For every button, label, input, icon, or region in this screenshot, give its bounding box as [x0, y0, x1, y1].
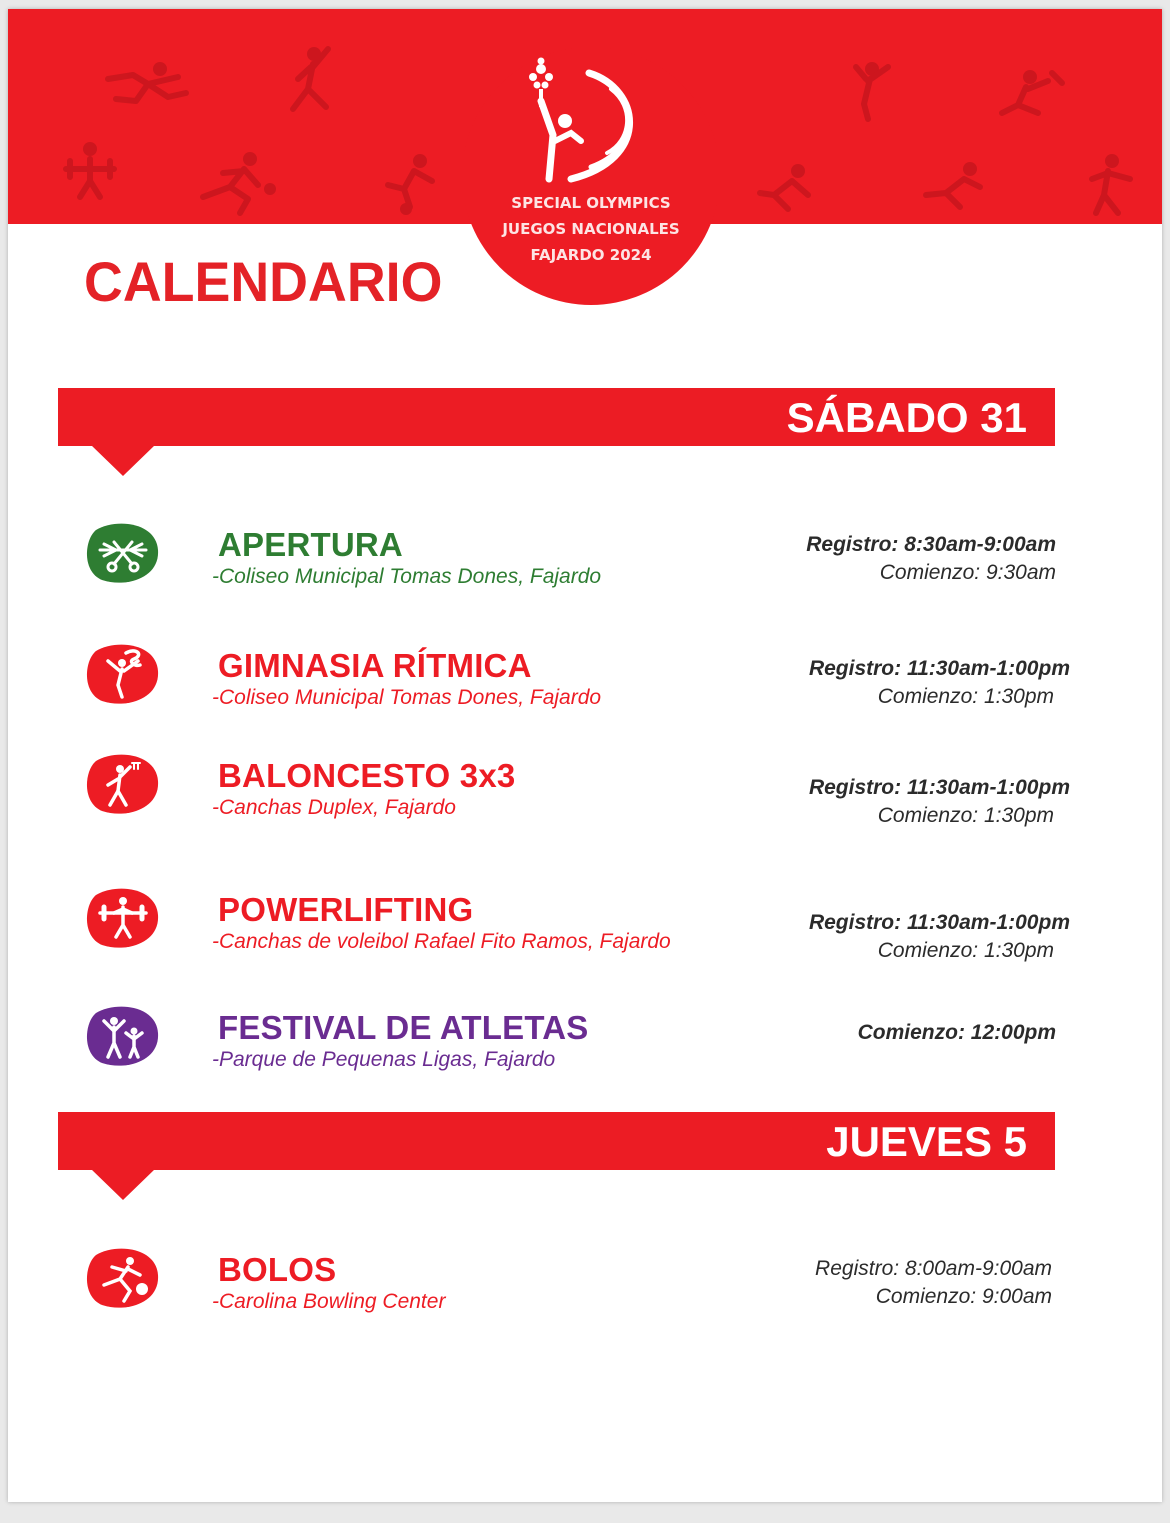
event-location: -Coliseo Municipal Tomas Dones, Fajardo	[212, 686, 602, 709]
event-location: -Canchas Duplex, Fajardo	[212, 796, 456, 819]
event-times	[815, 1255, 1052, 1311]
day-label: SÁBADO 31	[786, 394, 1027, 441]
logo-line-1: SPECIAL OLYMPICS	[511, 194, 671, 212]
calendar-page	[8, 9, 1162, 1502]
event-apertura	[8, 520, 1162, 610]
logo-line-3: FAJARDO 2024	[530, 246, 652, 264]
bowling-icon	[86, 1245, 160, 1311]
weightlifter-icon	[86, 885, 160, 951]
registro-time: Registro: 11:30am-1:00pm	[808, 776, 1070, 799]
day-header-pointer	[91, 1169, 155, 1200]
registro-time: Registro: 8:00am-9:00am	[815, 1257, 1052, 1280]
comienzo-time: Comienzo: 1:30pm	[877, 939, 1054, 962]
athletes-festival-icon	[86, 1003, 160, 1069]
comienzo-time: Comienzo: 1:30pm	[877, 804, 1054, 827]
special-olympics-logo-icon	[511, 49, 671, 199]
event-festival-de-atletas	[8, 1003, 1162, 1093]
event-name: GIMNASIA RÍTMICA	[218, 647, 532, 684]
comienzo-time: Comienzo: 12:00pm	[857, 1021, 1056, 1044]
day-header-sabado	[58, 388, 1055, 446]
logo-line-2: JUEGOS NACIONALES	[502, 220, 680, 238]
registro-time: Registro: 8:30am-9:00am	[806, 533, 1056, 556]
event-gimnasia-ritmica	[8, 641, 1162, 731]
comienzo-time: Comienzo: 9:00am	[875, 1285, 1052, 1308]
event-powerlifting	[8, 885, 1162, 975]
event-times	[809, 774, 1070, 830]
event-name: BALONCESTO 3x3	[218, 757, 516, 794]
event-location: -Parque de Pequenas Ligas, Fajardo	[212, 1048, 556, 1071]
comienzo-time: Comienzo: 9:30am	[879, 561, 1056, 584]
basketball-player-icon	[86, 751, 160, 817]
day-header-pointer	[91, 445, 155, 476]
event-times	[858, 1019, 1056, 1047]
ribbon-cutting-icon	[86, 520, 160, 586]
registro-time: Registro: 11:30am-1:00pm	[808, 911, 1070, 934]
day-header-jueves	[58, 1112, 1055, 1170]
page-title: CALENDARIO	[84, 250, 443, 313]
event-name: APERTURA	[218, 526, 403, 563]
event-location: -Coliseo Municipal Tomas Dones, Fajardo	[212, 565, 602, 588]
event-times	[806, 531, 1056, 587]
event-name: POWERLIFTING	[218, 891, 474, 928]
day-label: JUEVES 5	[826, 1118, 1027, 1165]
event-name: FESTIVAL DE ATLETAS	[218, 1009, 589, 1046]
event-times	[809, 655, 1070, 711]
event-bolos	[8, 1245, 1162, 1335]
registro-time: Registro: 11:30am-1:00pm	[808, 657, 1070, 680]
event-name: BOLOS	[218, 1251, 337, 1288]
event-baloncesto	[8, 751, 1162, 841]
rhythmic-gymnastics-icon	[86, 641, 160, 707]
event-location: -Carolina Bowling Center	[212, 1290, 446, 1313]
comienzo-time: Comienzo: 1:30pm	[877, 685, 1054, 708]
event-times	[809, 909, 1070, 965]
event-location: -Canchas de voleibol Rafael Fito Ramos, Fajardo	[212, 930, 671, 953]
